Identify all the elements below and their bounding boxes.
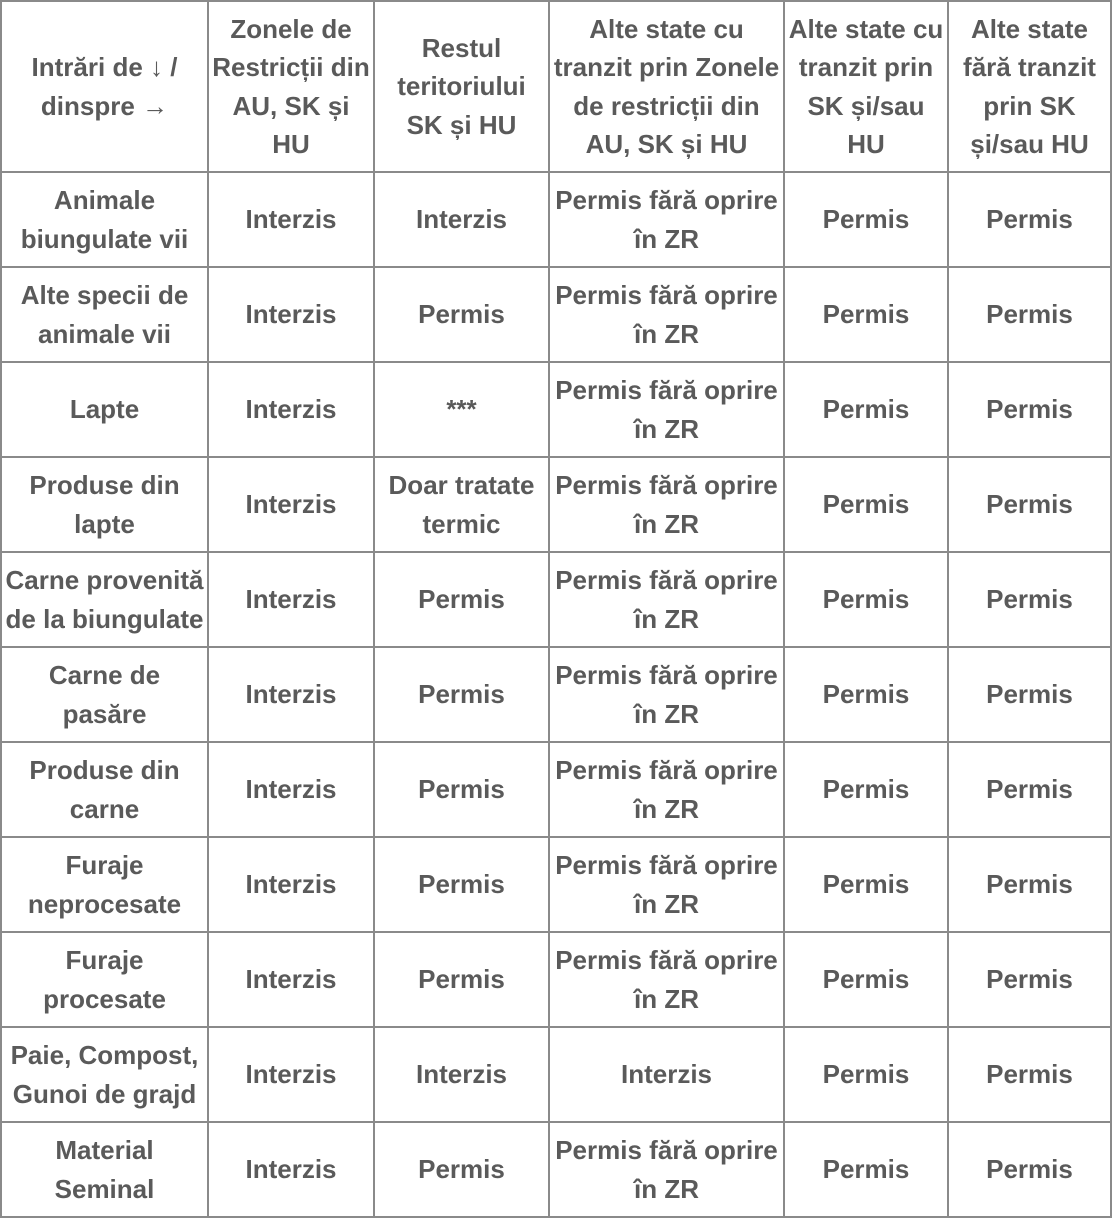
- cell-text: Permis: [822, 1154, 910, 1185]
- cell-text: Permis fără oprire în ZR: [555, 660, 778, 729]
- cell-text: Permis: [418, 679, 505, 710]
- transit-sk-hu-cell: [784, 1122, 948, 1217]
- cell-text: Permis fără oprire în ZR: [555, 185, 778, 254]
- no-transit-cell: [948, 362, 1111, 457]
- cell-text: Interzis: [245, 774, 337, 805]
- cell-text: Permis fără oprire în ZR: [555, 1135, 778, 1204]
- row-label-cell: [1, 457, 208, 552]
- cell-text: Interzis: [245, 679, 337, 710]
- cell-text: Permis: [822, 774, 910, 805]
- restriction-zones-cell: [208, 837, 374, 932]
- cell-text: Permis fără oprire în ZR: [555, 850, 778, 919]
- transit-restriction-zones-cell: [549, 552, 784, 647]
- cell-text: Produse din lapte: [29, 470, 180, 539]
- cell-text: Permis: [986, 964, 1073, 995]
- cell-text: Interzis: [245, 1154, 337, 1185]
- cell-text: Permis: [986, 394, 1073, 425]
- cell-text: Permis: [986, 869, 1073, 900]
- cell-text: Permis: [418, 584, 505, 615]
- cell-text: Furaje procesate: [43, 945, 166, 1014]
- cell-text: Permis: [822, 1059, 910, 1090]
- restriction-zones-cell: [208, 1027, 374, 1122]
- transit-sk-hu-cell: [784, 932, 948, 1027]
- rest-of-territory-cell: [374, 1027, 549, 1122]
- cell-text: Permis: [822, 584, 910, 615]
- no-transit-cell: [948, 1122, 1111, 1217]
- cell-text: Permis: [986, 204, 1073, 235]
- rest-of-territory-cell: [374, 647, 549, 742]
- transit-restriction-zones-cell: [549, 457, 784, 552]
- table-row: [1, 1027, 1111, 1122]
- restriction-zones-cell: [208, 932, 374, 1027]
- cell-text: Permis: [986, 1154, 1073, 1185]
- cell-text: Alte specii de animale vii: [20, 280, 189, 349]
- rest-of-territory-cell: [374, 457, 549, 552]
- transit-sk-hu-cell: [784, 362, 948, 457]
- cell-text: Carne provenită de la biungulate: [5, 565, 204, 634]
- table-row: [1, 932, 1111, 1027]
- rest-of-territory-cell: [374, 362, 549, 457]
- transit-restriction-zones-cell: [549, 267, 784, 362]
- table-row: [1, 837, 1111, 932]
- rest-of-territory-cell: [374, 267, 549, 362]
- rest-of-territory-cell: [374, 172, 549, 267]
- header-cell-rest-of-territory: Restul teritoriului SK și HU: [374, 1, 549, 172]
- cell-text: Permis: [986, 679, 1073, 710]
- transit-sk-hu-cell: [784, 837, 948, 932]
- header-cell-transit-sk-hu: Alte state cu tranzit prin SK și/sau HU: [784, 1, 948, 172]
- cell-text: Permis fără oprire în ZR: [555, 280, 778, 349]
- transit-restriction-zones-cell: [549, 647, 784, 742]
- cell-text: Permis fără oprire în ZR: [555, 755, 778, 824]
- transit-sk-hu-cell: [784, 1027, 948, 1122]
- row-label-cell: [1, 362, 208, 457]
- table-row: [1, 552, 1111, 647]
- table-header-row: [1, 1, 1111, 172]
- no-transit-cell: [948, 457, 1111, 552]
- cell-text: Permis: [418, 299, 505, 330]
- table-body: [1, 172, 1111, 1217]
- cell-text: Interzis: [245, 1059, 337, 1090]
- table-row: [1, 172, 1111, 267]
- row-label-cell: [1, 172, 208, 267]
- restriction-zones-cell: [208, 457, 374, 552]
- cell-text: Permis: [986, 774, 1073, 805]
- cell-text: Permis: [822, 204, 910, 235]
- transit-restriction-zones-cell: [549, 742, 784, 837]
- cell-text: Interzis: [245, 584, 337, 615]
- rest-of-territory-cell: [374, 552, 549, 647]
- cell-text: Permis: [418, 774, 505, 805]
- cell-text: Permis: [986, 299, 1073, 330]
- no-transit-cell: [948, 172, 1111, 267]
- cell-text: Doar tratate termic: [388, 470, 535, 539]
- rest-of-territory-cell: [374, 1122, 549, 1217]
- cell-text: Lapte: [69, 394, 140, 425]
- header-cell-transit-restriction-zones: Alte state cu tranzit prin Zonele de restricții din AU, SK și HU: [549, 1, 784, 172]
- transit-restriction-zones-cell: [549, 932, 784, 1027]
- cell-text: Interzis: [245, 394, 337, 425]
- cell-text: Interzis: [245, 489, 337, 520]
- no-transit-cell: [948, 267, 1111, 362]
- cell-text: Permis fără oprire în ZR: [555, 945, 778, 1014]
- cell-text: Permis: [986, 584, 1073, 615]
- row-label-cell: [1, 932, 208, 1027]
- rest-of-territory-cell: [374, 837, 549, 932]
- row-label-cell: [1, 647, 208, 742]
- restriction-zones-cell: [208, 267, 374, 362]
- transit-restriction-zones-cell: [549, 362, 784, 457]
- cell-text: Interzis: [245, 869, 337, 900]
- cell-text: Produse din carne: [29, 755, 180, 824]
- rest-of-territory-cell: [374, 932, 549, 1027]
- restriction-zones-cell: [208, 742, 374, 837]
- cell-text: Interzis: [415, 1059, 508, 1090]
- cell-text: ***: [446, 394, 477, 425]
- header-cell-entries: Intrări de ↓ / dinspre →: [1, 1, 208, 172]
- header-cell-no-transit: Alte state fără tranzit prin SK și/sau HU: [948, 1, 1111, 172]
- transit-sk-hu-cell: [784, 552, 948, 647]
- row-label-cell: [1, 1027, 208, 1122]
- restriction-zones-cell: [208, 1122, 374, 1217]
- cell-text: Animale biungulate vii: [20, 185, 189, 254]
- cell-text: Interzis: [245, 299, 337, 330]
- table-row: [1, 1122, 1111, 1217]
- cell-text: Permis: [986, 1059, 1073, 1090]
- cell-text: Interzis: [415, 204, 508, 235]
- cell-text: Permis: [822, 394, 910, 425]
- transit-restriction-zones-cell: [549, 837, 784, 932]
- cell-text: Permis: [822, 869, 910, 900]
- no-transit-cell: [948, 1027, 1111, 1122]
- cell-text: Permis fără oprire în ZR: [555, 565, 778, 634]
- cell-text: Permis: [418, 869, 505, 900]
- row-label-cell: [1, 837, 208, 932]
- table-row: [1, 742, 1111, 837]
- row-label-cell: [1, 267, 208, 362]
- row-label-cell: [1, 742, 208, 837]
- transit-restriction-zones-cell: [549, 1122, 784, 1217]
- transit-restriction-zones-cell: [549, 1027, 784, 1122]
- restriction-zones-cell: [208, 362, 374, 457]
- cell-text: Permis: [986, 489, 1073, 520]
- cell-text: Permis: [418, 1154, 505, 1185]
- cell-text: Material Seminal: [54, 1135, 155, 1204]
- no-transit-cell: [948, 647, 1111, 742]
- table-row: [1, 362, 1111, 457]
- no-transit-cell: [948, 552, 1111, 647]
- cell-text: Permis: [822, 964, 910, 995]
- cell-text: Paie, Compost, Gunoi de grajd: [10, 1040, 199, 1109]
- row-label-cell: [1, 1122, 208, 1217]
- transit-sk-hu-cell: [784, 267, 948, 362]
- transit-sk-hu-cell: [784, 742, 948, 837]
- cell-text: Interzis: [245, 204, 337, 235]
- restriction-zones-cell: [208, 647, 374, 742]
- no-transit-cell: [948, 932, 1111, 1027]
- cell-text: Permis: [418, 964, 505, 995]
- cell-text: Carne de pasăre: [48, 660, 161, 729]
- transit-restriction-zones-cell: [549, 172, 784, 267]
- cell-text: Permis fără oprire în ZR: [555, 375, 778, 444]
- cell-text: Interzis: [620, 1059, 713, 1090]
- table-row: [1, 267, 1111, 362]
- transit-sk-hu-cell: [784, 457, 948, 552]
- table-row: [1, 457, 1111, 552]
- cell-text: Permis: [822, 489, 910, 520]
- no-transit-cell: [948, 837, 1111, 932]
- cell-text: Permis: [822, 679, 910, 710]
- table-row: [1, 647, 1111, 742]
- rest-of-territory-cell: [374, 742, 549, 837]
- header-cell-restriction-zones: Zonele de Restricții din AU, SK și HU: [208, 1, 374, 172]
- cell-text: Furaje neprocesate: [27, 850, 182, 919]
- cell-text: Permis: [822, 299, 910, 330]
- row-label-cell: [1, 552, 208, 647]
- restriction-zones-cell: [208, 552, 374, 647]
- cell-text: Interzis: [245, 964, 337, 995]
- cell-text: Permis fără oprire în ZR: [555, 470, 778, 539]
- transit-sk-hu-cell: [784, 172, 948, 267]
- no-transit-cell: [948, 742, 1111, 837]
- transit-sk-hu-cell: [784, 647, 948, 742]
- restriction-zones-cell: [208, 172, 374, 267]
